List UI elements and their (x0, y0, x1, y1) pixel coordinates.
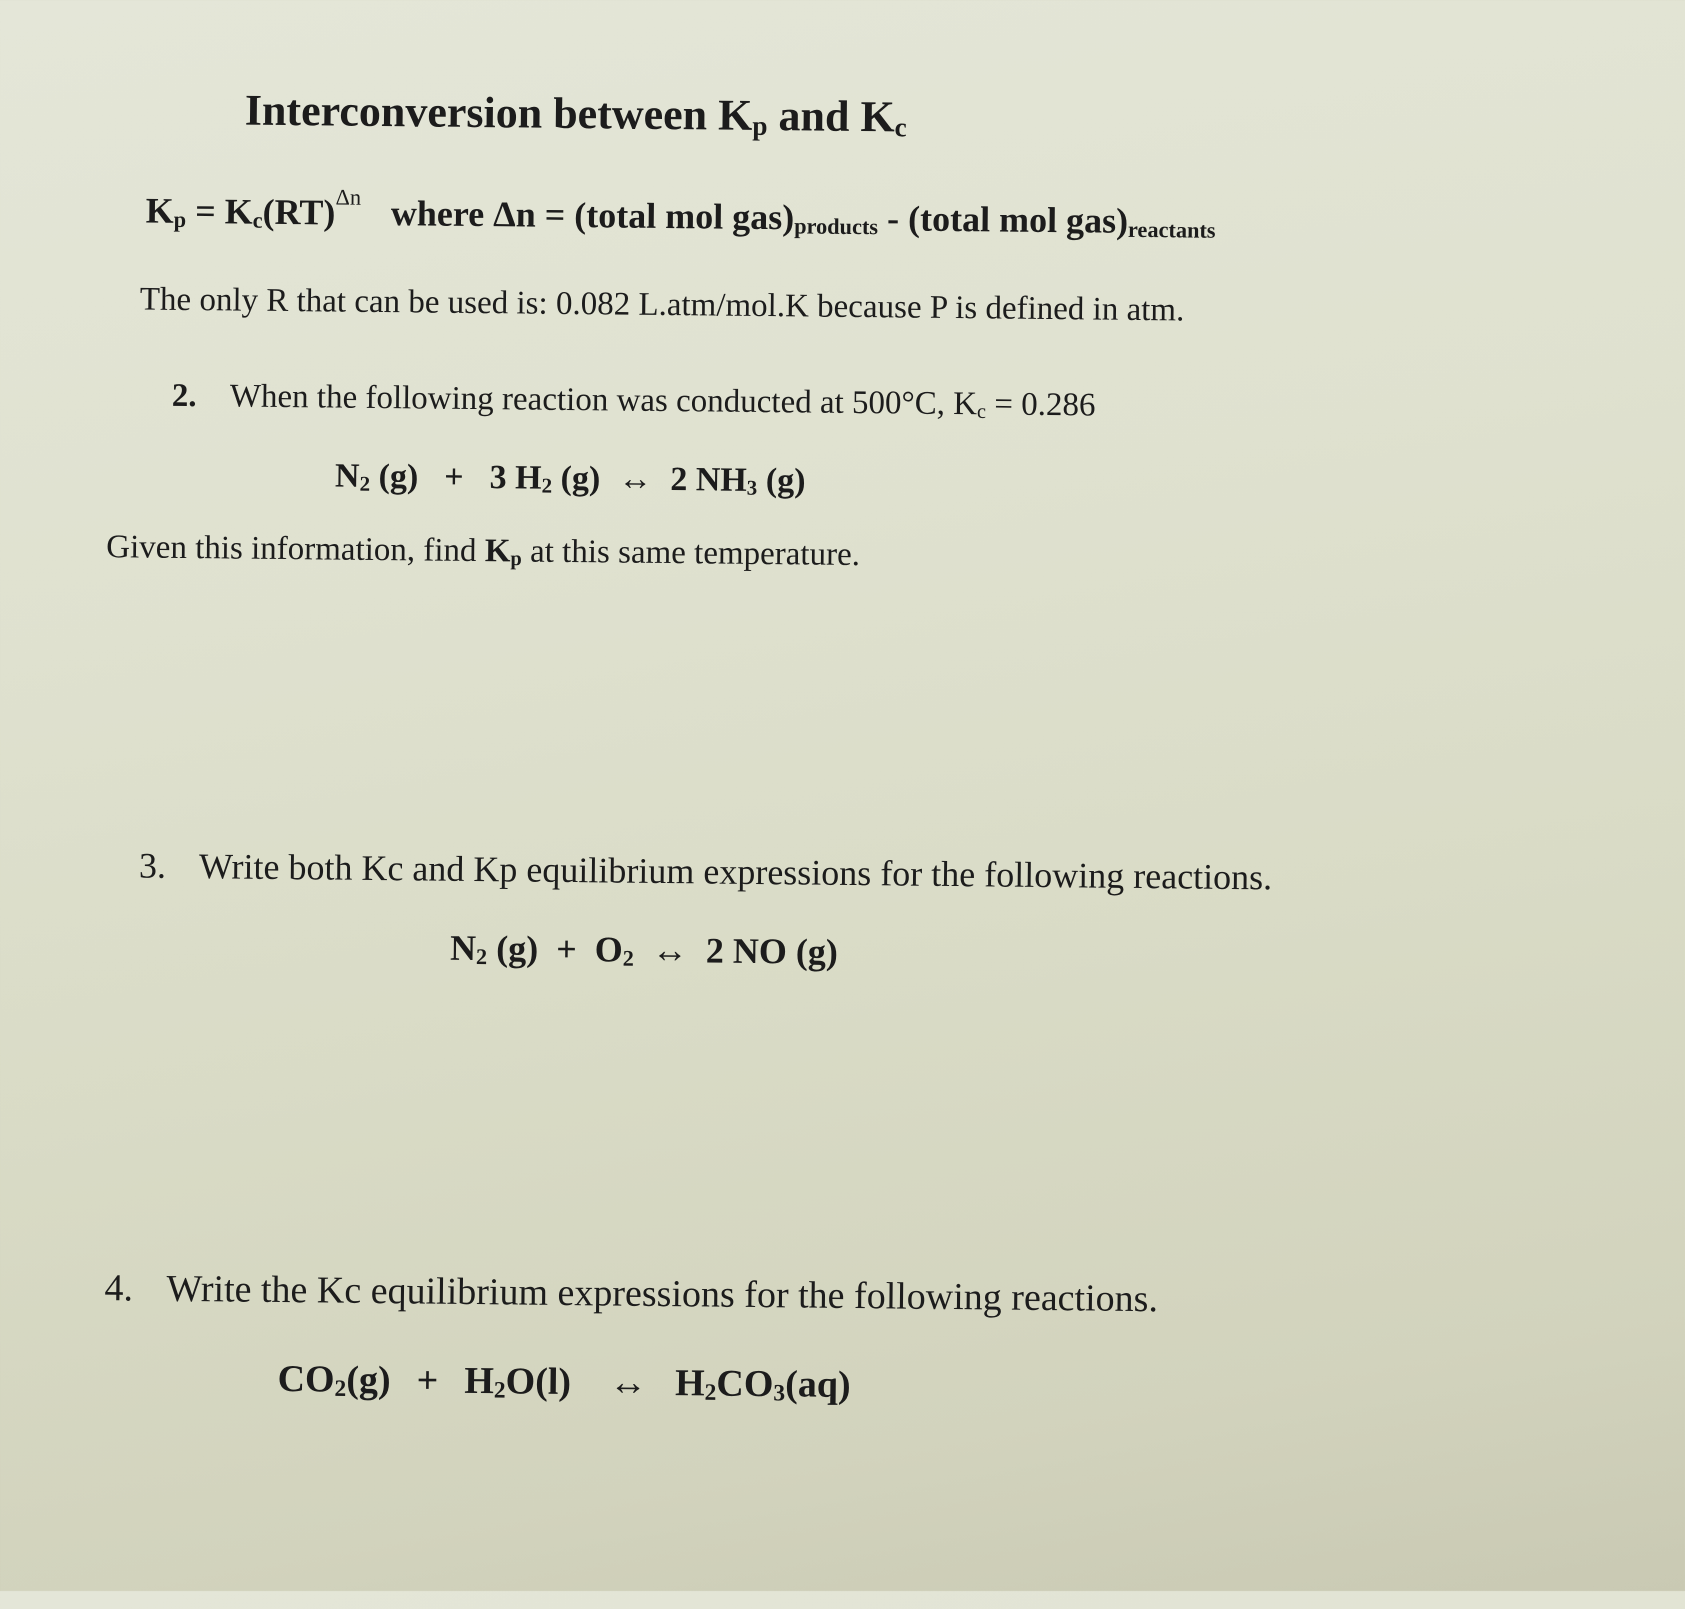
question-number: 4. (104, 1267, 134, 1310)
equilibrium-arrow: ↔ (608, 1361, 648, 1404)
question-3: 3. Write both Kc and Kp equilibrium expressions for the following reactions. (138, 845, 1273, 898)
kp-kc-formula: $K_p = K_c(RT)^{\Delta n}$ where Δn = (total mol $gas)_{products}$ - (total mol $gas)_{reactants}$ (145, 184, 1216, 243)
given-instruction: Given this information, find $K_p$ at this same temperature. (106, 529, 861, 574)
reaction-equation-4: $CO_2(g) + H_2O(l)$ ↔ $H_2CO_3(aq)$ (277, 1357, 851, 1407)
equilibrium-arrow: ↔ (618, 460, 653, 498)
page-title: Interconversion between $K_p$ and $K_c$ (244, 85, 907, 143)
gas-constant-note: The only R that can be used is: 0.082 L.atm/mol.K because P is defined in atm. (139, 281, 1185, 329)
question-number: 2. (171, 377, 197, 415)
equilibrium-arrow: ↔ (651, 929, 689, 971)
question-4: 4. Write the Kc equilibrium expressions for the following reactions. (104, 1267, 1159, 1321)
question-number: 3. (138, 845, 167, 886)
reaction-equation-3: $N_2$ $(g) + O_2$ ↔ 2 NO (g) (449, 927, 839, 972)
question-2: 2. When the following reaction was conducted at 500°C, $K_c = 0.286$ (171, 377, 1096, 424)
reaction-equation-2: $N_2$ (g) + 3 $H_2$ (g) ↔ 2 $NH_3$ (g) (334, 457, 806, 500)
